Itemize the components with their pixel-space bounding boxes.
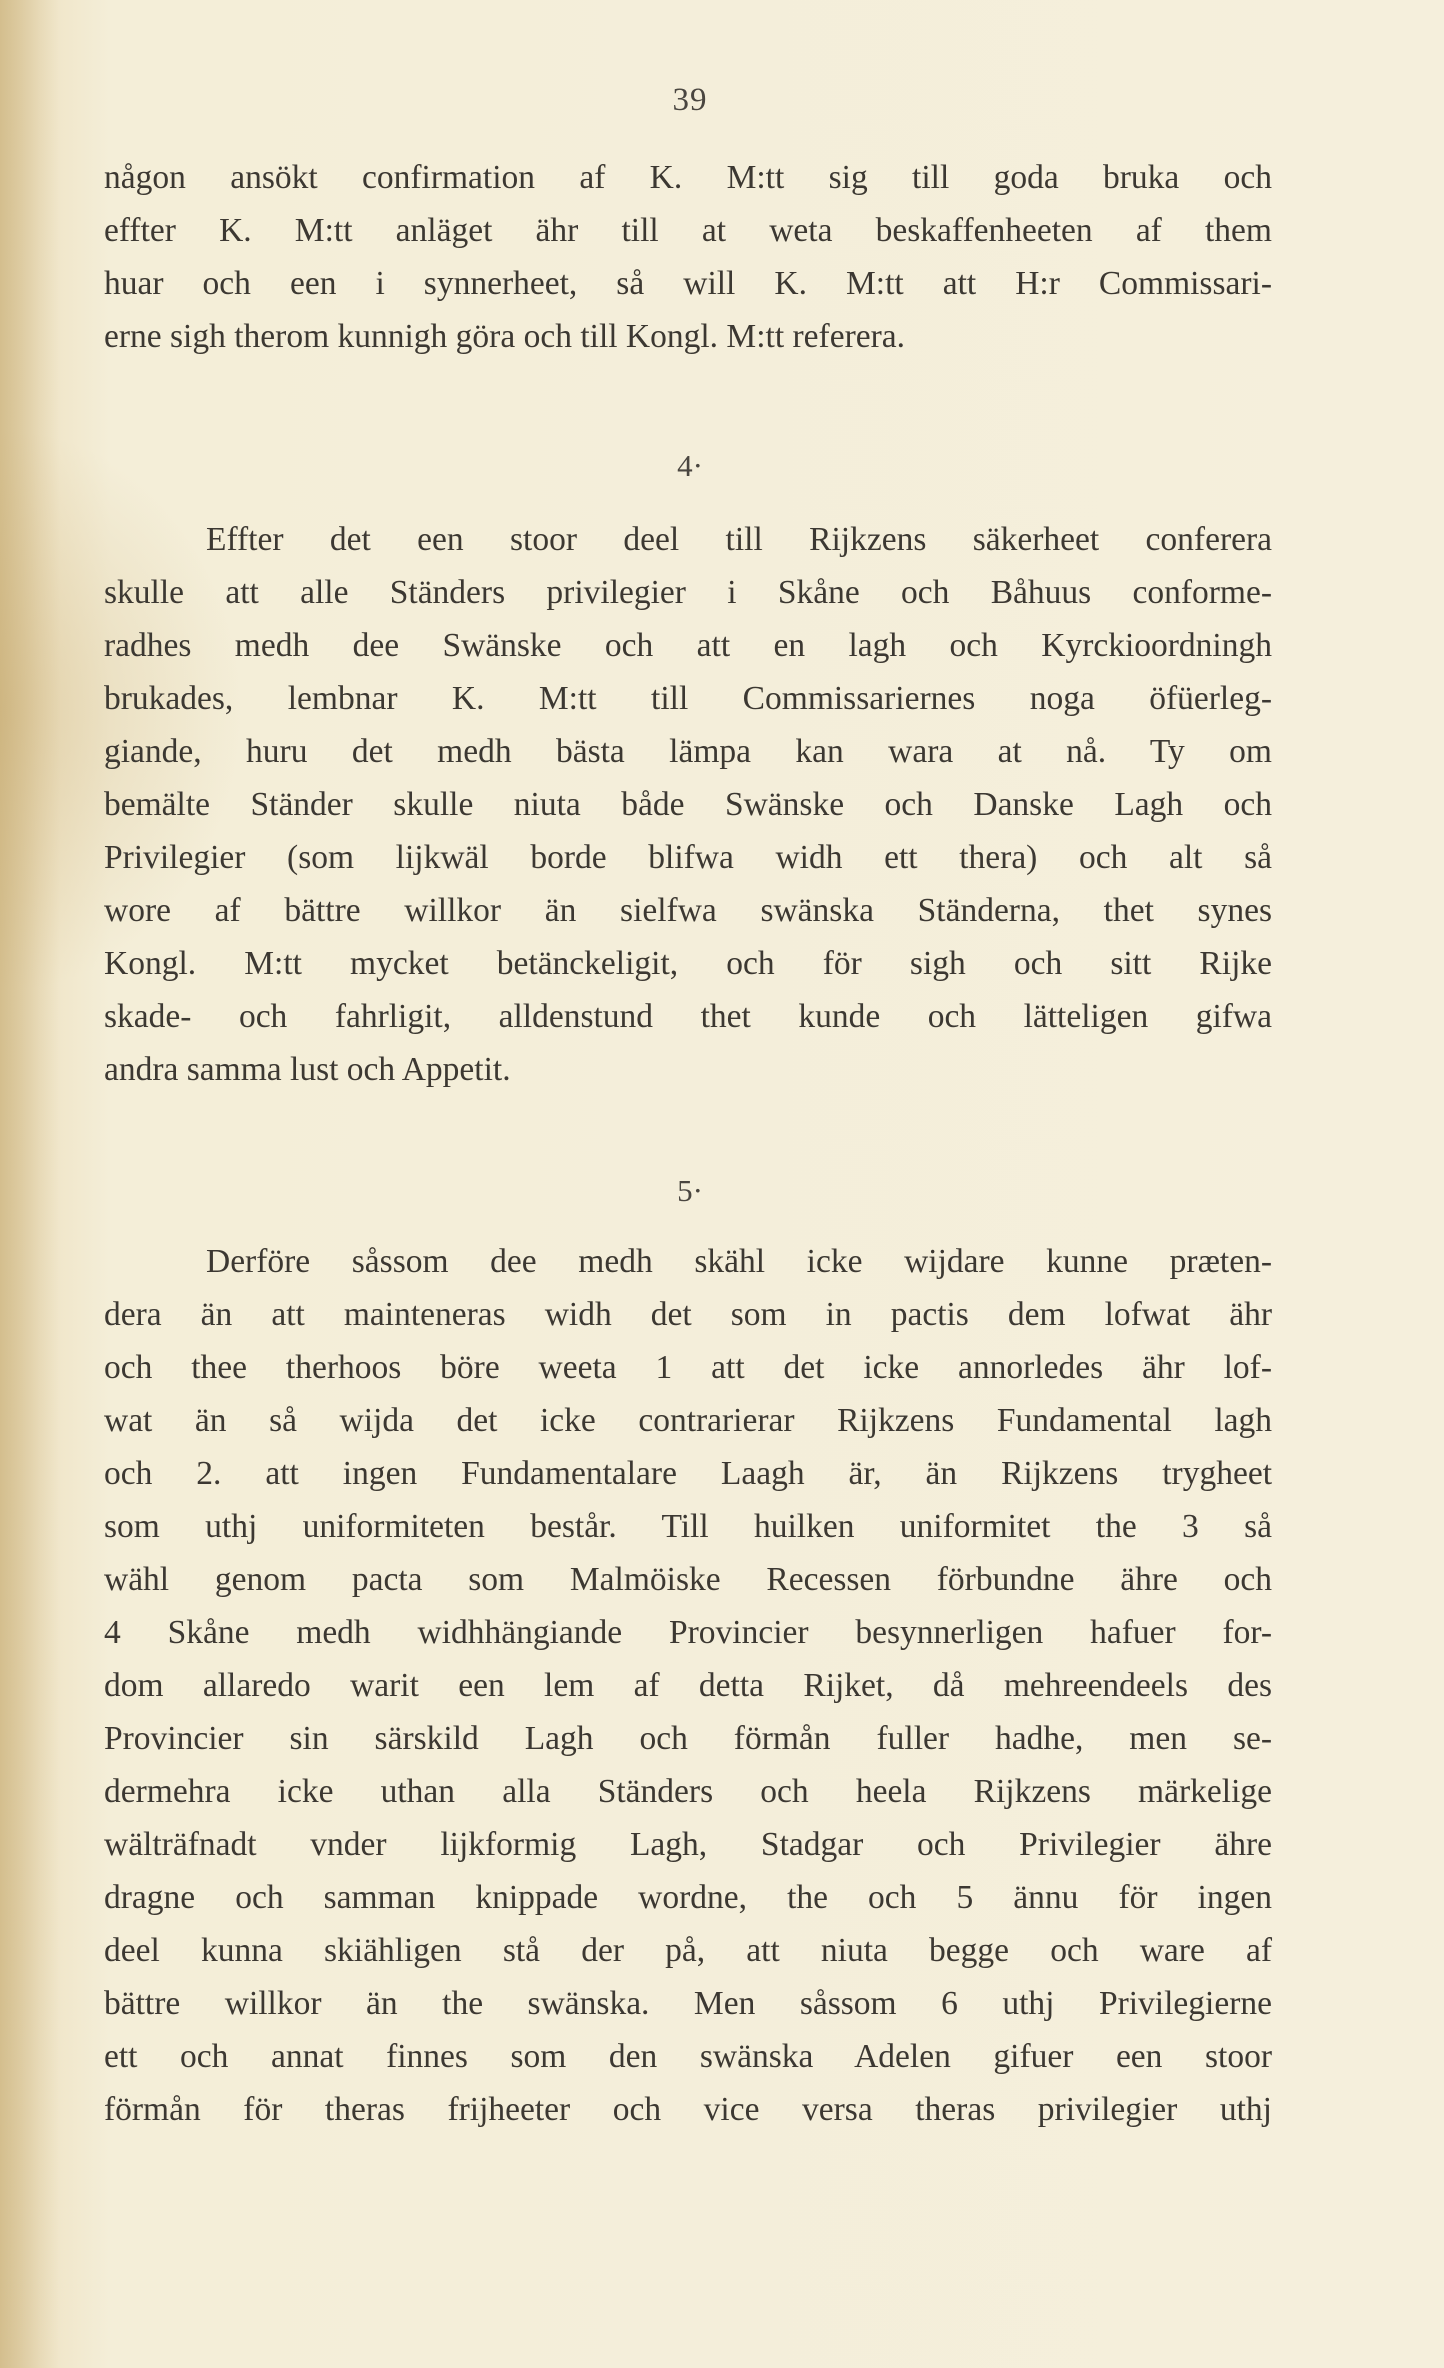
text-line: andra samma lust och Appetit. [104, 1051, 511, 1088]
text-line: skade- och fahrligit, alldenstund thet kunde och lätteligen gifwa [104, 998, 1272, 1035]
text-line: erne sigh therom kunnigh göra och till Kongl. M:tt referera. [104, 318, 905, 355]
text-line: Derföre såssom dee medh skähl icke wijdare kunne præten- [206, 1243, 1272, 1280]
text-line: 4 Skåne medh widhhängiande Provincier besynnerligen hafuer for- [104, 1614, 1272, 1651]
text-line: ett och annat finnes som den swänska Adelen gifuer een stoor [104, 2038, 1272, 2075]
text-line: och thee therhoos böre weeta 1 att det icke annorledes ähr lof- [104, 1349, 1272, 1386]
text-line: huar och een i synnerheet, så will K. M:tt att H:r Commissari- [104, 265, 1272, 302]
text-line: dom allaredo warit een lem af detta Rijket, då mehreendeels des [104, 1667, 1272, 1704]
text-line: dermehra icke uthan alla Ständers och heela Rijkzens märkelige [104, 1773, 1272, 1810]
text-line: giande, huru det medh bästa lämpa kan wara at nå. Ty om [104, 733, 1272, 770]
text-line: wat än så wijda det icke contrarierar Rijkzens Fundamental lagh [104, 1402, 1272, 1439]
text-line: bemälte Ständer skulle niuta både Swänske och Danske Lagh och [104, 786, 1272, 823]
text-line: wälträfnadt vnder lijkformig Lagh, Stadgar och Privilegier ähre [104, 1826, 1272, 1863]
text-line: brukades, lembnar K. M:tt till Commissariernes noga öfüerleg- [104, 680, 1272, 717]
text-line: dragne och samman knippade wordne, the och 5 ännu för ingen [104, 1879, 1272, 1916]
text-line: någon ansökt confirmation af K. M:tt sig till goda bruka och [104, 159, 1272, 196]
text-line: Provincier sin särskild Lagh och förmån fuller hadhe, men se- [104, 1720, 1272, 1757]
text-line: skulle att alle Ständers privilegier i Skåne och Båhuus conforme- [104, 574, 1272, 611]
text-line: radhes medh dee Swänske och att en lagh och Kyrckioordningh [104, 627, 1272, 664]
text-line: wähl genom pacta som Malmöiske Recessen förbundne ähre och [104, 1561, 1272, 1598]
section-number-5: 5· [677, 1173, 703, 1208]
text-line: och 2. att ingen Fundamentalare Laagh är, än Rijkzens trygheet [104, 1455, 1272, 1492]
section-number-4: 4· [677, 448, 703, 483]
text-line: effter K. M:tt anläget ähr till at weta beskaffenheeten af them [104, 212, 1272, 249]
text-line: dera än att mainteneras widh det som in pactis dem lofwat ähr [104, 1296, 1272, 1333]
text-line: Kongl. M:tt mycket betänckeligit, och för sigh och sitt Rijke [104, 945, 1272, 982]
text-line: deel kunna skiähligen stå der på, att niuta begge och ware af [104, 1932, 1272, 1969]
text-line: som uthj uniformiteten består. Till huilken uniformitet the 3 så [104, 1508, 1272, 1545]
page-number: 39 [672, 82, 708, 118]
text-line: Effter det een stoor deel till Rijkzens säkerheet conferera [206, 521, 1272, 558]
text-line: förmån för theras frijheeter och vice versa theras privilegier uthj [104, 2091, 1272, 2128]
text-line: wore af bättre willkor än sielfwa swänska Ständerna, thet synes [104, 892, 1272, 929]
text-line: bättre willkor än the swänska. Men såssom 6 uthj Privilegierne [104, 1985, 1272, 2022]
text-line: Privilegier (som lijkwäl borde blifwa widh ett thera) och alt så [104, 839, 1272, 876]
